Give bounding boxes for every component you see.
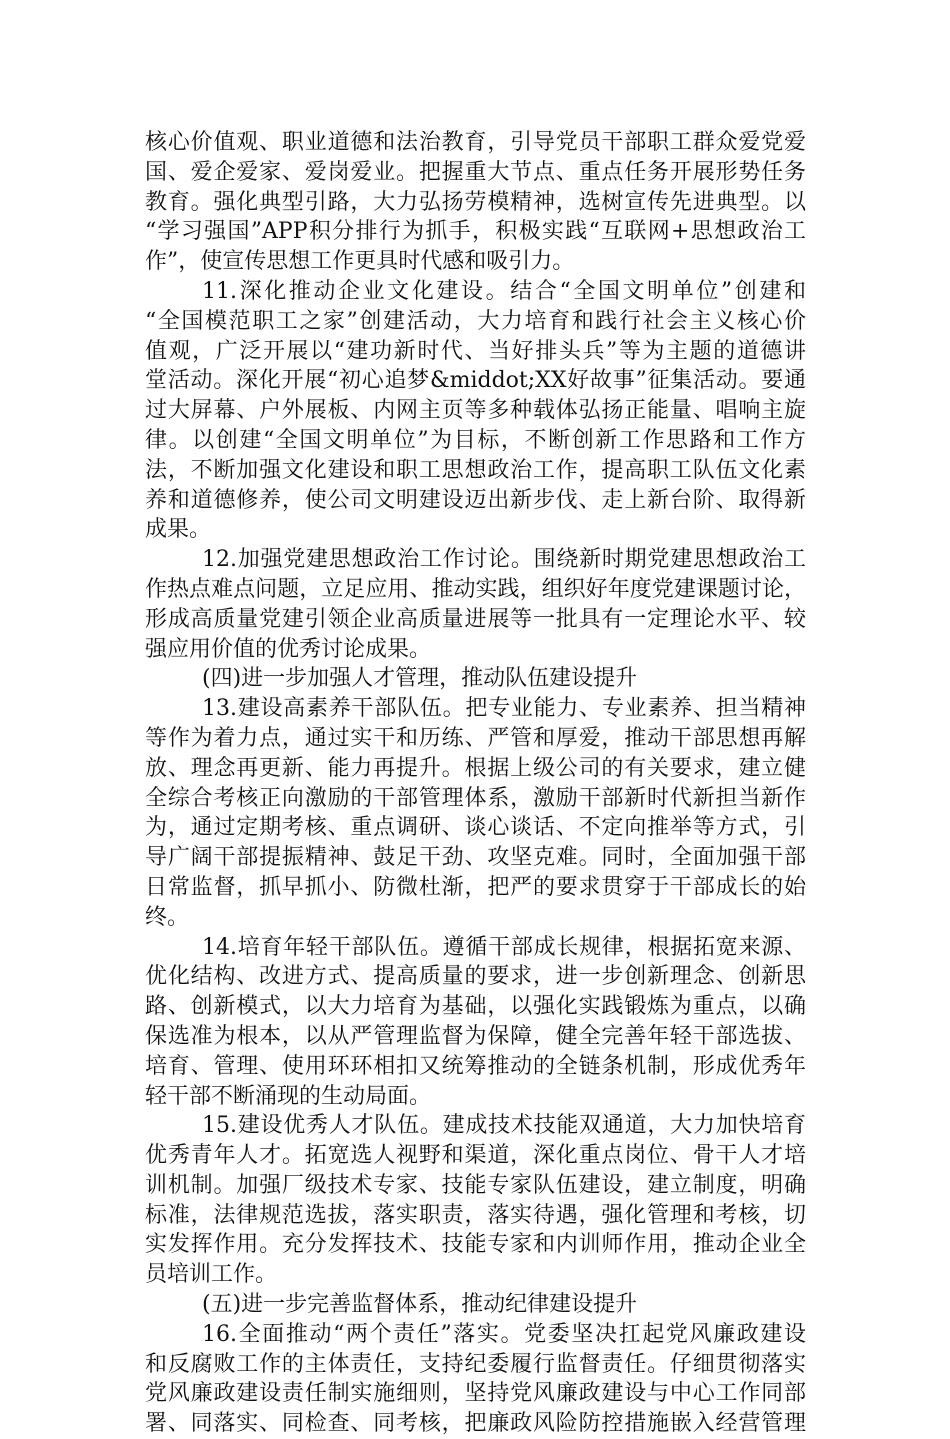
paragraph [145, 1290, 806, 1320]
document-page [145, 128, 806, 1439]
text-line: 14.培育年轻干部队伍。遵循干部成长规律，根据拓宽来源、 [202, 934, 806, 960]
text-line: 终。 [145, 904, 190, 930]
text-line: 值观，广泛开展以“建功新时代、当好排头兵”等为主题的道德讲 [145, 338, 806, 364]
text-line: 核心价值观、职业道德和法治教育，引导党员干部职工群众爱党爱 [145, 130, 806, 155]
paragraph [145, 277, 806, 545]
text-line: 标准，法律规范选拔，落实职责，落实待遇，强化管理和考核，切 [145, 1202, 806, 1228]
text-line: “学习强国”APP积分排行为抓手，积极实践“互联网+思想政治工 [145, 219, 806, 245]
text-line: 法，不断加强文化建设和职工思想政治工作，提高职工队伍文化素 [145, 457, 806, 483]
text-line: 优化结构、改进方式、提高质量的要求，进一步创新理念、创新思 [145, 964, 806, 990]
text-line: 培育、管理、使用环环相扣又统筹推动的全链条机制，形成优秀年 [145, 1053, 806, 1079]
text-line: 全综合考核正向激励的干部管理体系，激励干部新时代新担当新作 [145, 785, 806, 811]
text-line: 日常监督，抓早抓小、防微杜渐，把严的要求贯穿于干部成长的始 [145, 874, 806, 900]
text-line: 形成高质量党建引领企业高质量进展等一批具有一定理论水平、较 [145, 606, 806, 632]
paragraph [145, 694, 806, 932]
text-line: 轻干部不断涌现的生动局面。 [145, 1083, 432, 1109]
text-line: 堂活动。深化开展“初心追梦&middot;XX好故事”征集活动。要通 [145, 368, 806, 394]
text-line: 15.建设优秀人才队伍。建成技术技能双通道，大力加快培育 [202, 1113, 806, 1139]
text-line: 13.建设高素养干部队伍。把专业能力、专业素养、担当精神 [202, 696, 806, 722]
text-line: (四)进一步加强人才管理，推动队伍建设提升 [202, 666, 638, 692]
paragraph [145, 1320, 806, 1439]
text-line: 11.深化推动企业文化建设。结合“全国文明单位”创建和 [202, 278, 806, 304]
text-line: “全国模范职工之家”创建活动，大力培育和践行社会主义核心价 [145, 308, 806, 334]
text-line: 导广阔干部提振精神、鼓足干劲、攻坚克难。同时，全面加强干部 [145, 845, 806, 871]
paragraph [145, 128, 806, 277]
paragraph [145, 933, 806, 1112]
text-line: 实发挥作用。充分发挥技术、技能专家和内训师作用，推动企业全 [145, 1232, 806, 1258]
text-line: 署、同落实、同检查、同考核，把廉政风险防控措施嵌入经营管理 [145, 1411, 806, 1437]
paragraph [145, 545, 806, 664]
text-line: 为，通过定期考核、重点调研、谈心谈话、不定向推举等方式，引 [145, 815, 806, 841]
text-line: (五)进一步完善监督体系，推动纪律建设提升 [202, 1292, 638, 1318]
text-line: 12.加强党建思想政治工作讨论。围绕新时期党建思想政治工 [202, 547, 806, 573]
text-line: 放、理念再更新、能力再提升。根据上级公司的有关要求，建立健 [145, 755, 806, 781]
text-line: 作”，使宣传思想工作更具时代感和吸引力。 [145, 249, 575, 275]
text-line: 等作为着力点，通过实干和历练、严管和厚爱，推动干部思想再解 [145, 725, 806, 751]
paragraph [145, 664, 806, 694]
text-line: 16.全面推动“两个责任”落实。党委坚决扛起党风廉政建设 [202, 1321, 806, 1347]
text-line: 保选准为根本，以从严管理监督为保障，健全完善年轻干部选拔、 [145, 1023, 806, 1049]
text-line: 优秀青年人才。拓宽选人视野和渠道，深化重点岗位、骨干人才培 [145, 1143, 806, 1169]
text-line: 成果。 [145, 517, 212, 543]
text-line: 养和道德修养，使公司文明建设迈出新步伐、走上新台阶、取得新 [145, 487, 806, 513]
paragraph [145, 1111, 806, 1290]
text-line: 员培训工作。 [145, 1262, 278, 1288]
text-line: 律。以创建“全国文明单位”为目标，不断创新工作思路和工作方 [145, 427, 806, 453]
text-line: 教育。强化典型引路，大力弘扬劳模精神，选树宣传先进典型。以 [145, 189, 806, 215]
text-line: 训机制。加强厂级技术专家、技能专家队伍建设，建立制度，明确 [145, 1172, 806, 1198]
text-line: 和反腐败工作的主体责任，支持纪委履行监督责任。仔细贯彻落实 [145, 1351, 806, 1377]
text-line: 党风廉政建设责任制实施细则，坚持党风廉政建设与中心工作同部 [145, 1381, 806, 1407]
text-line: 过大屏幕、户外展板、内网主页等多种载体弘扬正能量、唱响主旋 [145, 398, 806, 424]
text-line: 作热点难点问题，立足应用、推动实践，组织好年度党建课题讨论， [145, 576, 806, 602]
text-line: 强应用价值的优秀讨论成果。 [145, 636, 432, 662]
text-line: 国、爱企爱家、爱岗爱业。把握重大节点、重点任务开展形势任务 [145, 159, 806, 185]
text-line: 路、创新模式，以大力培育为基础，以强化实践锻炼为重点，以确 [145, 994, 806, 1020]
